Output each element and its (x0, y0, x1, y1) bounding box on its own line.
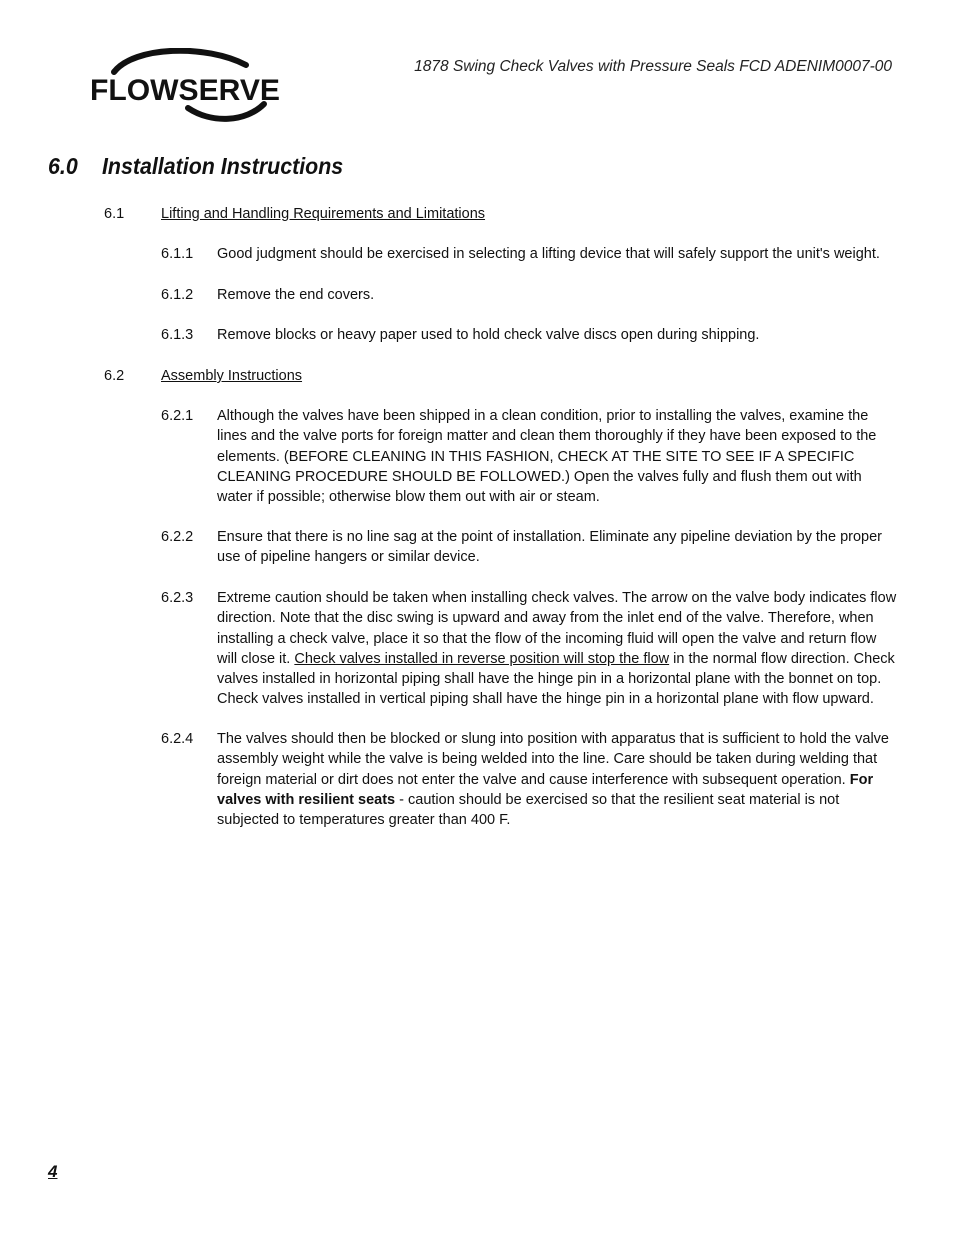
document-header-title: 1878 Swing Check Valves with Pressure Seals FCD ADENIM0007-00 (414, 58, 892, 75)
item-number: 6.1.1 (161, 246, 194, 262)
item-text-6-2-1: Although the valves have been shipped in a clean condition, prior to installing the valves, examine the lines and the valve ports for foreign matter and clean them thoroughly if they have been exposed to the elements. (BEFORE CLEANING IN THIS FASHION, CHECK AT THE SITE TO SEE IF A SPECIFIC CLEANING PROCEDURE SHOULD BE FOLLOWED.) Open the valves fully and flush them out with water if possible; otherwise blow them out with air or steam. (217, 408, 877, 506)
item-text-6-1-1: Good judgment should be exercised in selecting a lifting device that will safely support the unit's weight. (217, 246, 880, 262)
item-number: 6.1.2 (161, 287, 194, 303)
item-text-part: - caution should be exercised so that the resilient seat material is not subjected to temperatures greater than 400 F. (217, 791, 840, 829)
item-text-part: The valves should then be blocked or slung into position with apparatus that is sufficient to hold the valve assembly weight while the valve is being welded into the line. Care should be taken during welding that foreign material or dirt does not enter the valve and cause interference with subsequent operation. (217, 731, 889, 788)
flowserve-logo (88, 48, 284, 124)
subsection-number: 6.1 (104, 206, 125, 222)
section-heading (48, 153, 343, 180)
subsection-title-assembly: Assembly Instructions (161, 368, 303, 384)
item-text-6-2-3 (217, 588, 897, 710)
logo-graphic (88, 48, 284, 124)
item-number: 6.2.1 (161, 408, 194, 424)
item-text-part: Extreme caution should be taken when installing check valves. The arrow on the valve body indicates flow direction. Note that the disc swing is upward and away from the inlet end of the valve. Therefore, when installing a check valve, place it so that the flow of the incoming fluid will open the valve and return flow will close it. (217, 590, 897, 667)
reverse-position-warning: Check valves installed in reverse position will stop the flow (294, 650, 670, 667)
item-text-6-1-2: Remove the end covers. (217, 287, 375, 303)
item-text-6-2-4 (217, 729, 897, 830)
logo-text: FLOWSERVE (90, 74, 280, 107)
subsection-title-lifting: Lifting and Handling Requirements and Limitations (161, 206, 486, 222)
item-text-6-1-3: Remove blocks or heavy paper used to hold check valve discs open during shipping. (217, 327, 760, 343)
item-number: 6.1.3 (161, 327, 194, 343)
page-number: 4 (48, 1162, 58, 1181)
subsection-number: 6.2 (104, 368, 125, 384)
item-number: 6.2.3 (161, 590, 194, 606)
item-text-part: in the normal flow direction. Check valves installed in horizontal piping shall have the hinge pin in a horizontal plane with the bonnet on top. Check valves installed in vertical piping shall have the hinge pin in a horizontal plane with flow upward. (217, 650, 895, 708)
item-number: 6.2.4 (161, 731, 194, 747)
section-title: Installation Instructions (101, 153, 344, 179)
resilient-seats-emphasis: For valves with resilient seats (217, 771, 874, 808)
section-number: 6.0 (48, 153, 78, 179)
item-text-6-2-2: Ensure that there is no line sag at the point of installation. Eliminate any pipeline deviation by the proper use of pipeline hangers or similar device. (217, 529, 882, 566)
item-number: 6.2.2 (161, 529, 194, 545)
